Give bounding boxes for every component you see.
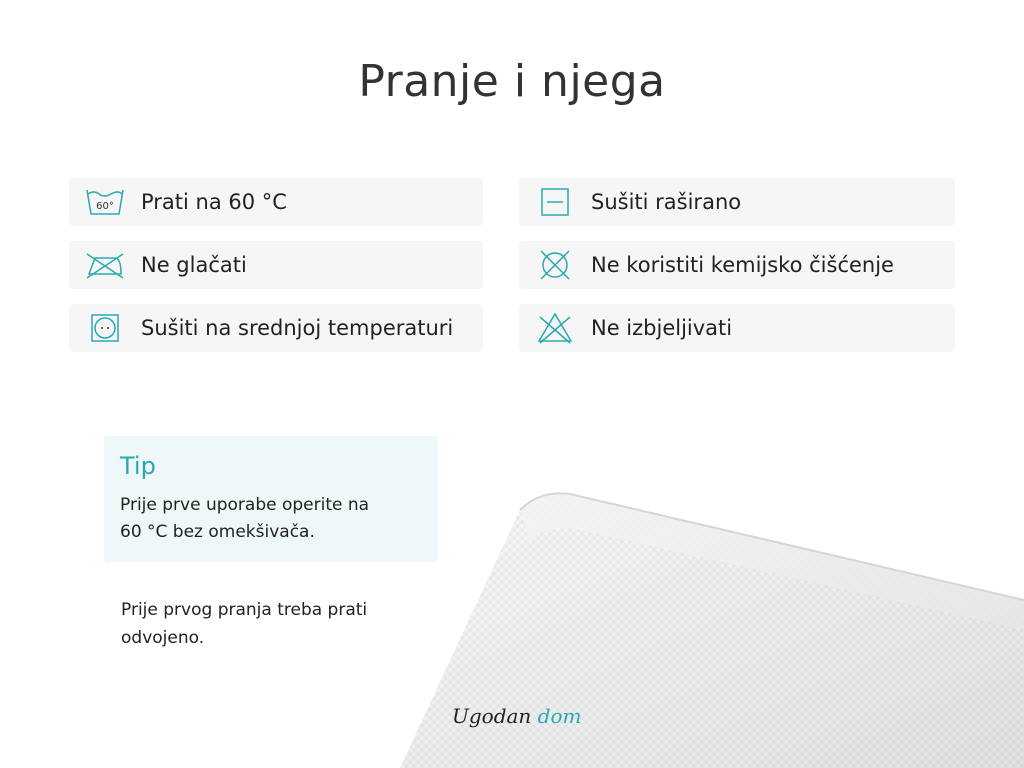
no-bleach-icon	[519, 304, 591, 352]
tip-text	[120, 492, 422, 546]
care-item-label: Ne koristiti kemijsko čišćenje	[591, 253, 894, 277]
logo-text-accent: dom	[537, 704, 582, 728]
care-item-tumble-dry-medium	[69, 304, 483, 352]
care-item-label: Sušiti na srednjoj temperaturi	[141, 316, 454, 340]
no-dry-clean-icon	[519, 241, 591, 289]
care-item-wash-60	[69, 178, 483, 226]
note-line: Prije prvog pranja treba prati	[121, 600, 368, 620]
care-item-no-iron	[69, 241, 483, 289]
tip-title: Tip	[120, 452, 156, 480]
logo-text: Ugodan	[452, 704, 532, 728]
svg-text:60°: 60°	[96, 201, 114, 212]
page-title: Pranje i njega	[358, 56, 666, 107]
no-iron-icon	[69, 241, 141, 289]
tip-text-line: 60 °C bez omekšivača.	[120, 522, 315, 542]
wash-60-icon	[69, 178, 141, 226]
care-item-no-bleach	[519, 304, 955, 352]
brand-logo	[452, 704, 581, 728]
tip-text-line: Prije prve uporabe operite na	[120, 495, 370, 515]
care-item-label: Ne glačati	[141, 253, 247, 277]
care-item-label: Prati na 60 °C	[141, 190, 287, 214]
care-item-label: Ne izbjeljivati	[591, 316, 733, 340]
care-item-no-dry-clean	[519, 241, 955, 289]
care-item-dry-flat	[519, 178, 955, 226]
tumble-dry-medium-icon	[69, 304, 141, 352]
note-line: odvojeno.	[121, 628, 205, 648]
dry-flat-icon	[519, 178, 591, 226]
care-item-label: Sušiti raširano	[591, 190, 742, 214]
